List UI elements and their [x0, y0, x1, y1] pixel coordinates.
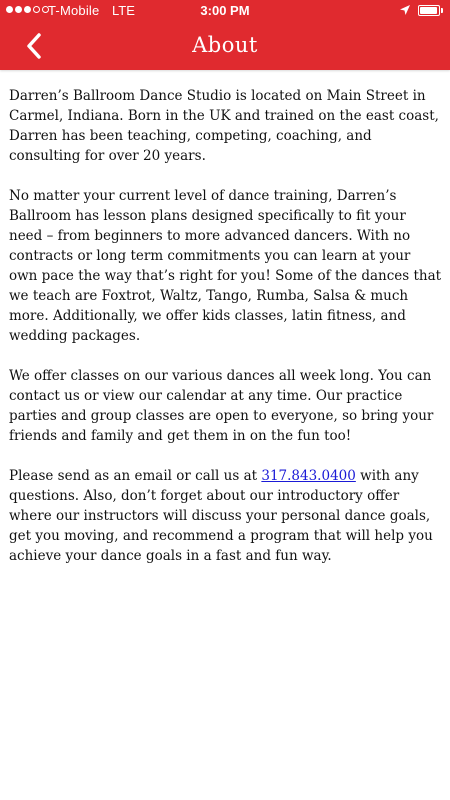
navigation-bar: [0, 0, 450, 70]
battery-level: [420, 7, 437, 14]
battery-icon: [418, 5, 440, 16]
signal-dot: [6, 6, 13, 13]
status-bar: [0, 0, 450, 22]
carrier-name: T-Mobile: [48, 3, 100, 18]
network-type: LTE: [112, 3, 135, 18]
paragraph-location: Darren’s Ballroom Dance Studio is located on Main Street in Carmel, Indiana. Born in the UK and trained on the east coast, Darren has been teaching, competing, coaching, and consulting for over 20 years.: [9, 88, 439, 164]
contact-text-before: Please send as an email or call us at: [9, 468, 262, 484]
paragraph-classes: We offer classes on our various dances all week long. You can contact us or view our calendar at any time. Our practice parties and group classes are open to everyone, so bring your friends and family and get them in on the fun too!: [9, 368, 434, 444]
about-content: [9, 86, 443, 586]
signal-dot: [15, 6, 22, 13]
paragraph-lessons: No matter your current level of dance training, Darren’s Ballroom has lesson plans designed specifically to fit your need – from beginners to more advanced dancers. With no contracts or long term commitments you can learn at your own pace the way that’s right for you! Some of the dances that we teach are Foxtrot, Waltz, Tango, Rumba, Salsa & much more. Additionally, we offer kids classes, latin fitness, and wedding packages.: [9, 188, 442, 344]
phone-link[interactable]: 317.843.0400: [261, 468, 356, 484]
page-title: About: [192, 33, 258, 57]
signal-dot: [24, 6, 31, 13]
status-time: 3:00 PM: [200, 3, 250, 18]
signal-dot: [33, 6, 40, 13]
paragraph-contact: [9, 466, 443, 566]
location-arrow-icon: [399, 4, 411, 16]
battery-tip: [441, 8, 443, 13]
signal-strength-icon: [6, 6, 49, 13]
contact-text-after: with any questions. Also, don’t forget about our introductory offer where our instructors will discuss your personal dance goals, get you moving, and recommend a program that will help you achieve your dance goals in a fast and fun way.: [9, 468, 433, 564]
